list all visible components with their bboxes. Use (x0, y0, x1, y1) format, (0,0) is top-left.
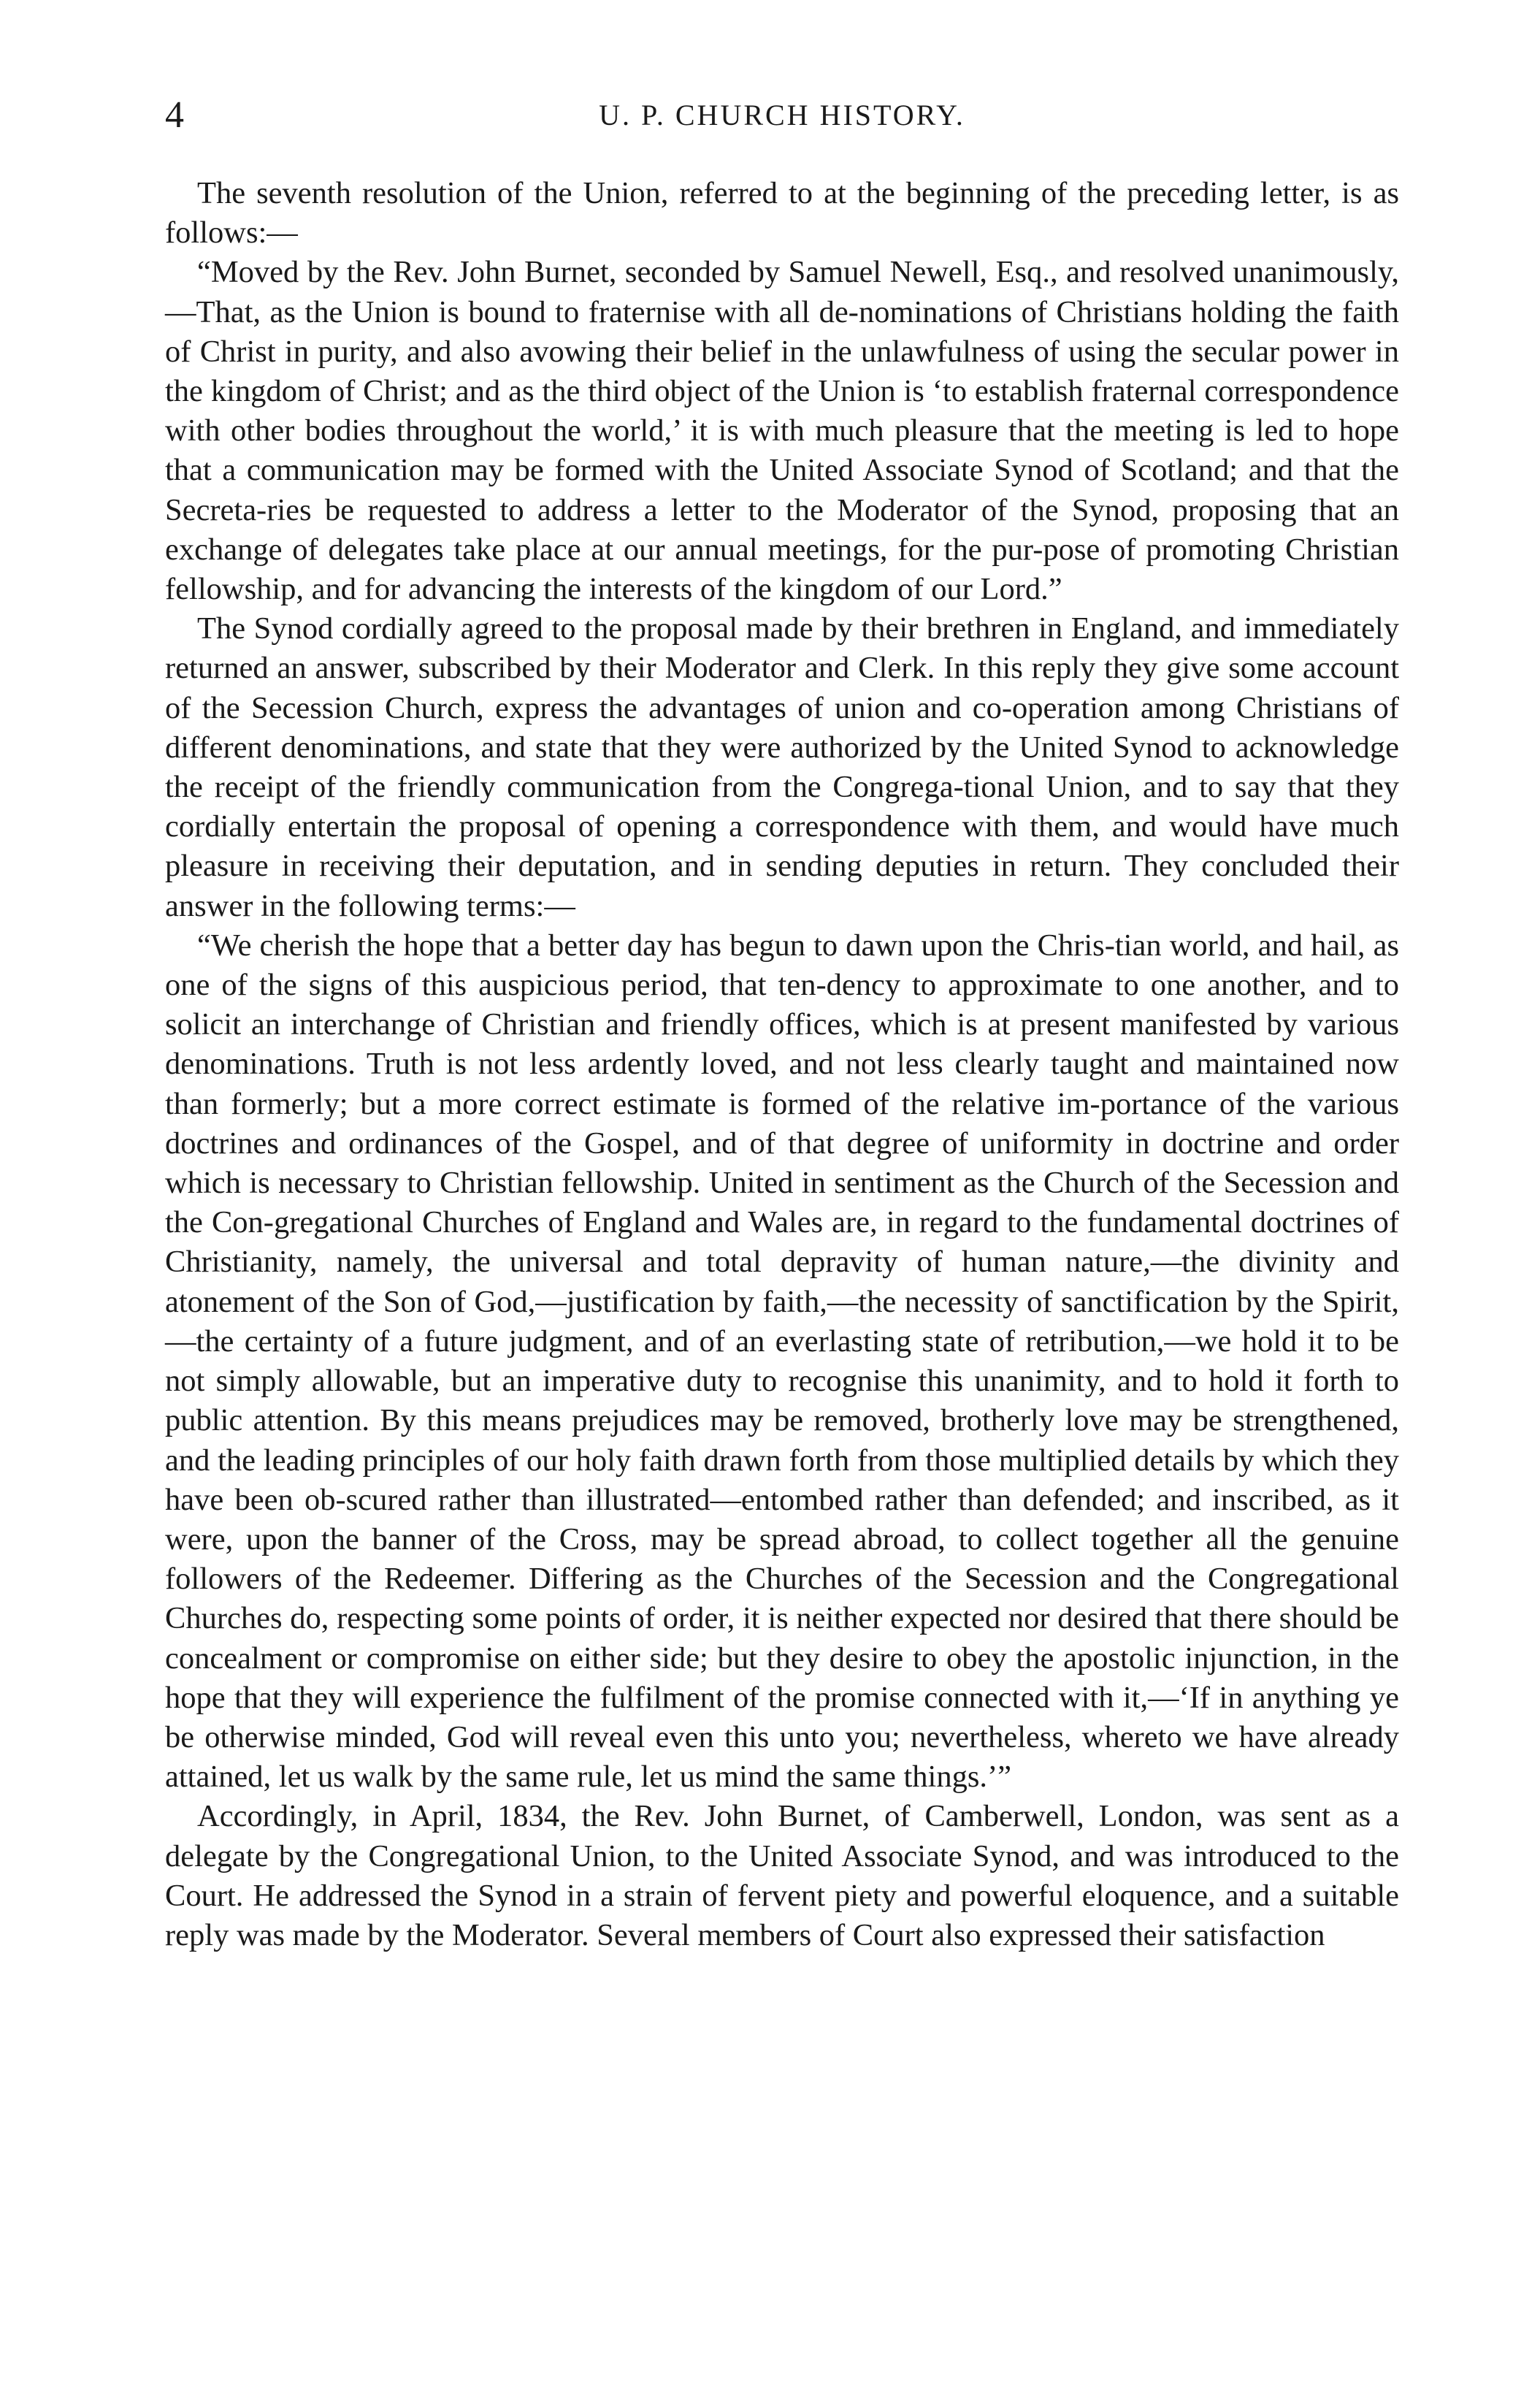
page (165, 86, 1399, 1955)
running-title: U. P. CHURCH HISTORY. (599, 99, 965, 131)
paragraph-synod-answer-quote: “We cherish the hope that a better day has begun to dawn upon the Chris-tian world, and hail, as one of the signs of this auspicious period, that ten-dency to approximate to one another, and to solicit an interchange of Christian and friendly offices, which is at present manifested by various denominations. Truth is not less ardently loved, and not less clearly taught and maintained now than formerly; but a more correct estimate is formed of the relative im-portance of the various doctrines and ordinances of the Gospel, and of that degree of uniformity in doctrine and order which is necessary to Christian fellowship. United in sentiment as the Church of the Secession and the Con-gregational Churches of England and Wales are, in regard to the fundamental doctrines of Christianity, namely, the universal and total depravity of human nature,—the divinity and atonement of the Son of God,—justification by faith,—the necessity of sanctification by the Spirit,—the certainty of a future judgment, and of an everlasting state of retribution,—we hold it to be not simply allowable, but an imperative duty to recognise this unanimity, and to hold it forth to public attention. By this means prejudices may be removed, brotherly love may be strengthened, and the leading principles of our holy faith drawn forth from those multiplied details by which they have been ob-scured rather than illustrated—entombed rather than defended; and inscribed, as it were, upon the banner of the Cross, may be spread abroad, to collect together all the genuine followers of the Redeemer. Differing as the Churches of the Secession and the Congregational Churches do, respecting some points of order, it is neither expected nor desired that there should be concealment or compromise on either side; but they desire to obey the apostolic injunction, in the hope that they will experience the fulfilment of the promise connected with it,—‘If in anything ye be otherwise minded, God will reveal even this unto you; nevertheless, whereto we have already attained, let us walk by the same rule, let us mind the same things.’” (165, 928, 1399, 1795)
body-text (165, 174, 1399, 1955)
paragraph-resolution-quote: “Moved by the Rev. John Burnet, seconded by Samuel Newell, Esq., and resolved unanimously,—That, as the Union is bound to fraternise with all de-nominations of Christians holding the faith of Christ in purity, and also avowing their belief in the unlawfulness of using the secular power in the kingdom of Christ; and as the third object of the Union is ‘to establish fraternal correspondence with other bodies throughout the world,’ it is with much pleasure that the meeting is led to hope that a communication may be formed with the United Associate Synod of Scotland; and that the Secreta-ries be requested to address a letter to the Moderator of the Synod, proposing that an exchange of delegates take place at our annual meetings, for the pur-pose of promoting Christian fellowship, and for advancing the interests of the kingdom of our Lord.” (165, 255, 1399, 607)
paragraph-delegate-1834: Accordingly, in April, 1834, the Rev. John Burnet, of Camberwell, London, was sent as a delegate by the Congregational Union, to the United Associate Synod, and was introduced to the Court. He addressed the Synod in a strain of fervent piety and powerful eloquence, and a suitable reply was made by the Moderator. Several members of Court also expressed their satisfaction (165, 1799, 1399, 1952)
page-number: 4 (165, 94, 184, 136)
paragraph-synod-reply: The Synod cordially agreed to the proposal made by their brethren in England, and immediately returned an answer, subscribed by their Moderator and Clerk. In this reply they give some account of the Secession Church, express the advantages of union and co-operation among Christians of different denominations, and state that they were authorized by the United Synod to acknowledge the receipt of the friendly communication from the Congrega-tional Union, and to say that they cordially entertain the proposal of opening a correspondence with them, and would have much pleasure in receiving their deputation, and in sending deputies in return. They concluded their answer in the following terms:— (165, 611, 1399, 923)
paragraph-seventh-resolution: The seventh resolution of the Union, referred to at the beginning of the preceding letter, is as follows:— (165, 176, 1399, 251)
running-head (165, 86, 1399, 145)
